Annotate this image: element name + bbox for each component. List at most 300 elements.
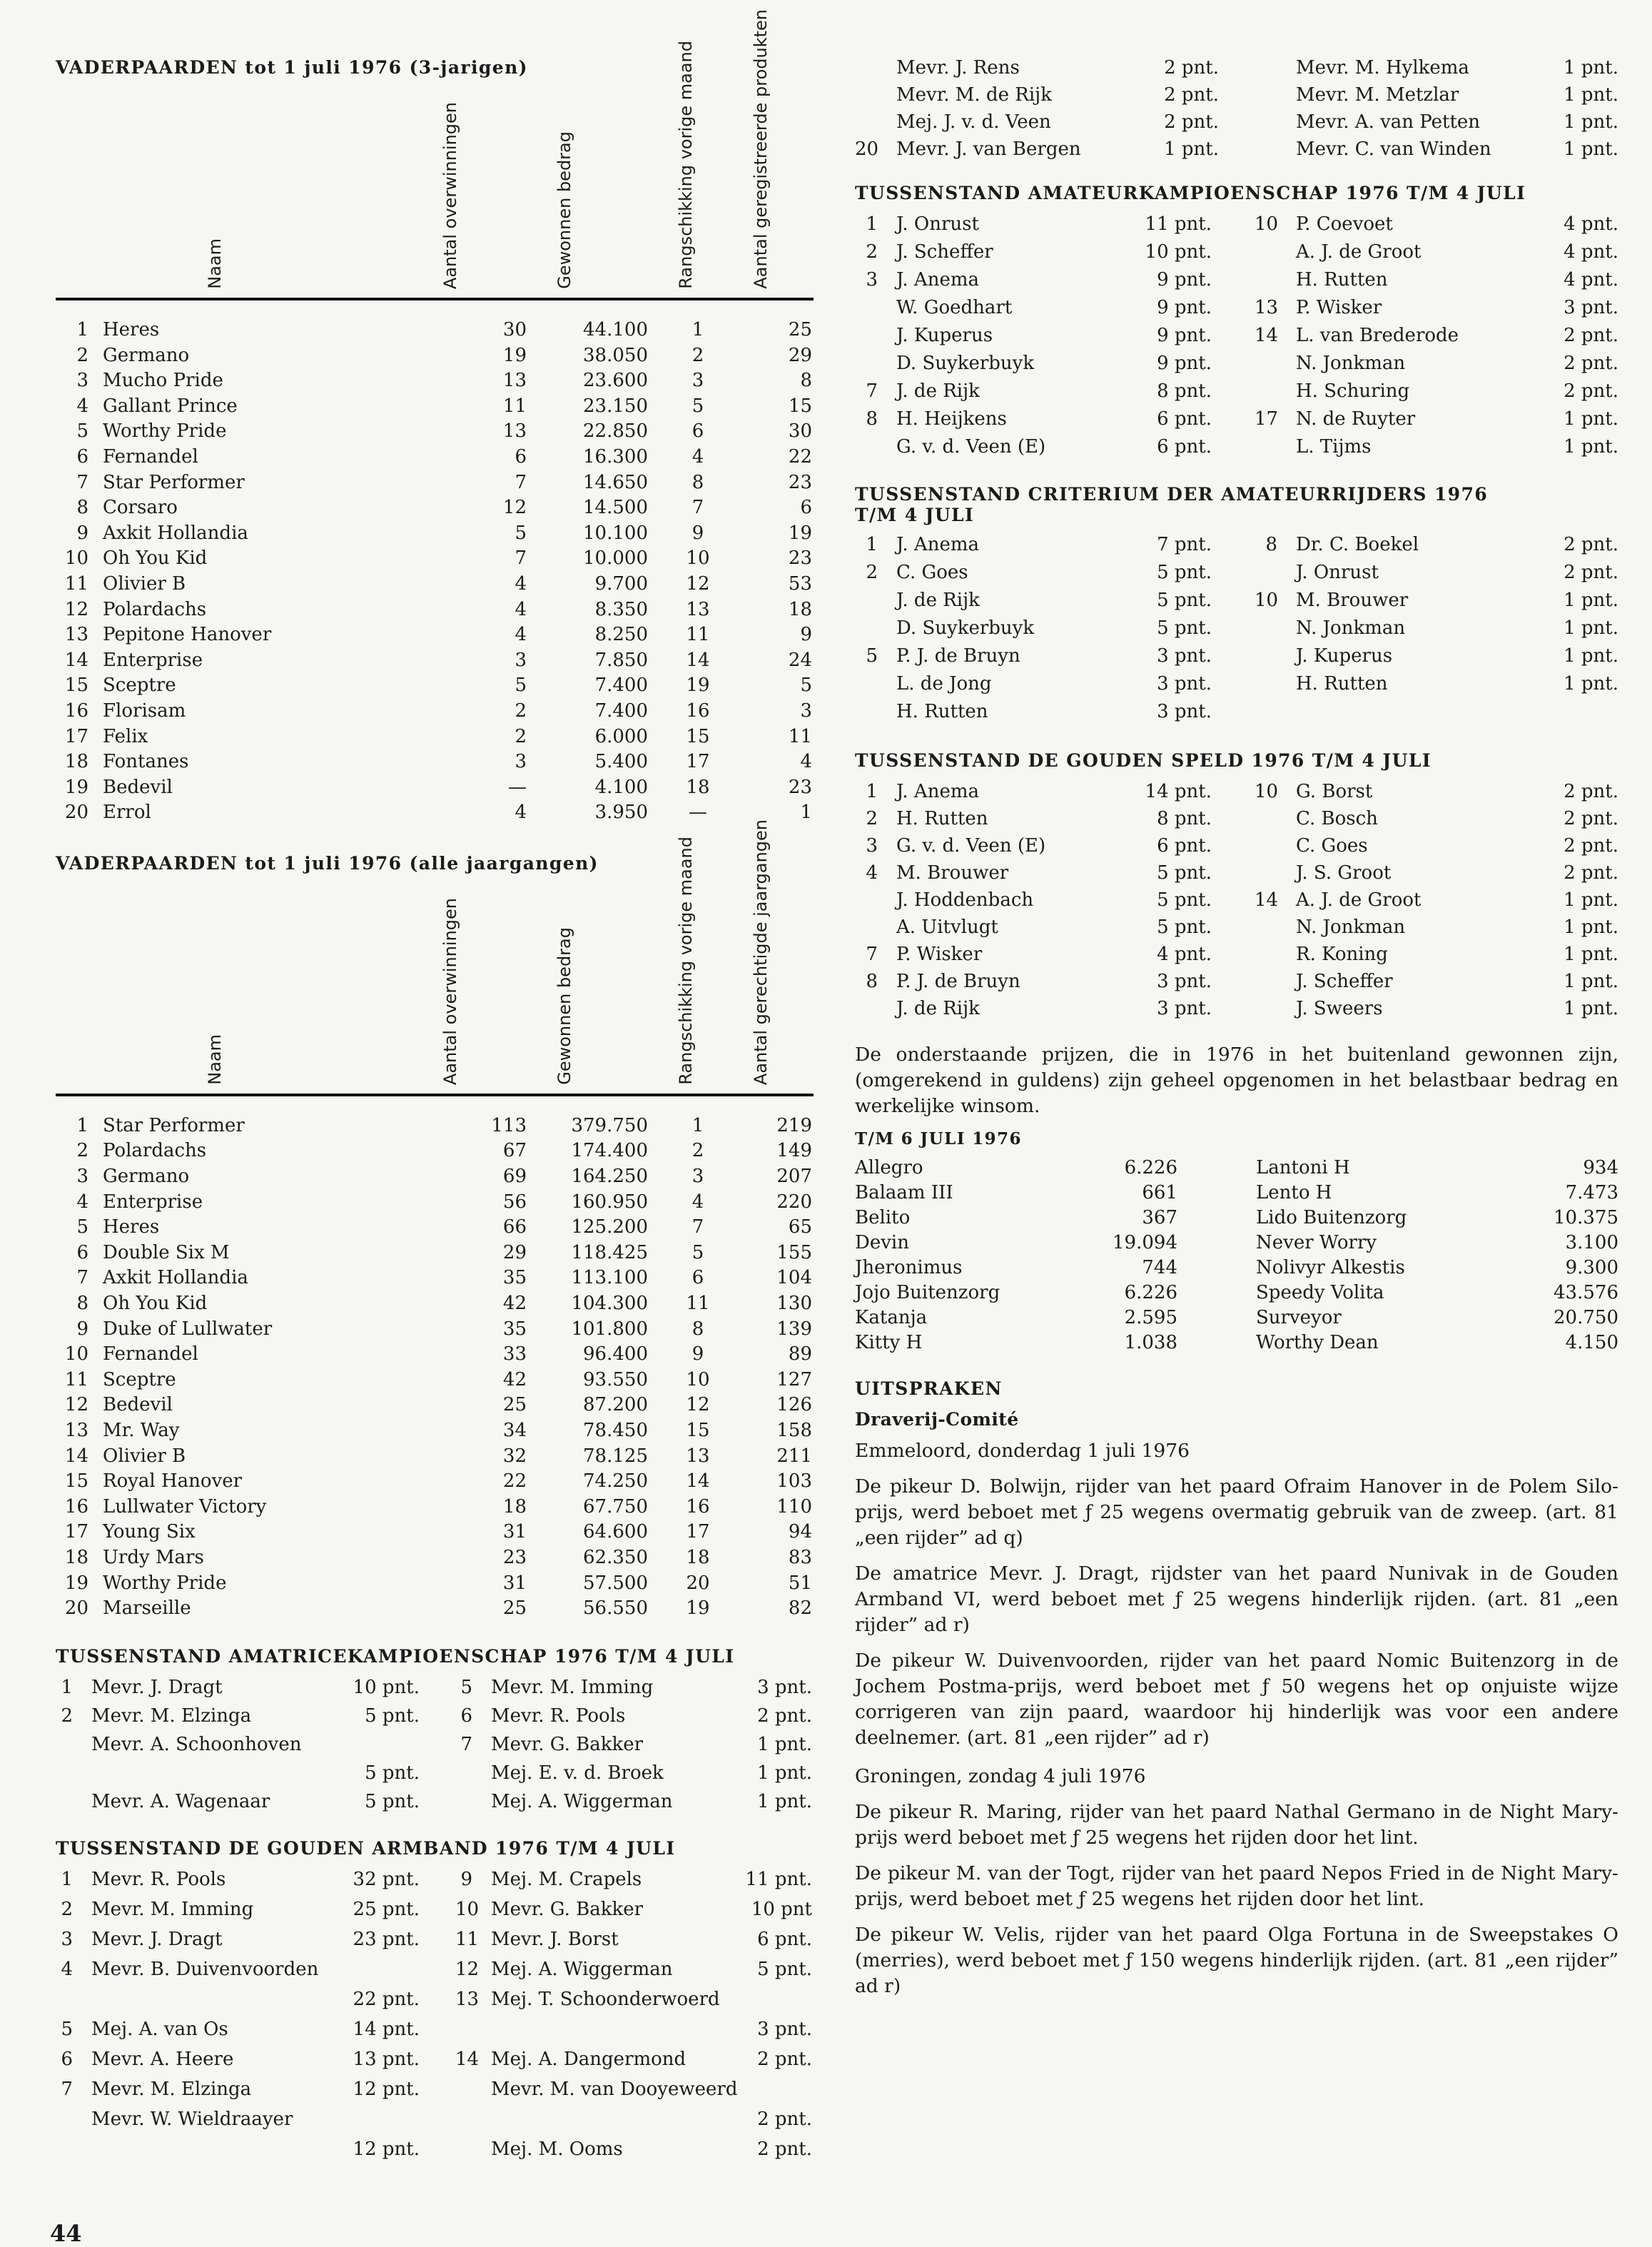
list-item (1255, 781, 1618, 808)
list-item (56, 1989, 420, 2019)
count-cell: 15 (788, 395, 812, 417)
name-cell: Mevr. A. Wagenaar (91, 1790, 270, 1812)
table-row (56, 621, 814, 647)
name-cell: L. de Jong (896, 673, 992, 695)
count-cell: 127 (776, 1368, 812, 1390)
list-item (1255, 84, 1618, 111)
horse-name: Bedevil (103, 776, 173, 798)
prev-rank-cell: 1 (691, 319, 704, 340)
count-cell: 8 (800, 370, 812, 392)
wins-cell: 13 (502, 370, 527, 392)
points-cell: 1 pnt. (1564, 645, 1618, 667)
wins-cell: 5 (515, 522, 527, 544)
points-cell: 5 pnt. (1157, 590, 1212, 611)
list-item (56, 1705, 420, 1734)
wins-cell: 31 (502, 1521, 527, 1543)
count-cell: 9 (800, 624, 812, 646)
amount-cell: 3.950 (594, 802, 648, 824)
list-item (1256, 1232, 1618, 1257)
list-item (1256, 1282, 1618, 1307)
horse-name: Urdy Mars (103, 1546, 204, 1568)
list-item (1255, 534, 1618, 562)
name-cell: A. Uitvlugt (896, 917, 998, 938)
name-cell: L. van Brederode (1296, 325, 1459, 346)
list-item (855, 917, 1212, 944)
list-item (1255, 998, 1618, 1025)
count-cell: 23 (788, 547, 812, 570)
table-row (56, 443, 814, 469)
points-cell: 2 pnt. (1564, 835, 1618, 857)
points-cell: 2 pnt. (1164, 57, 1219, 79)
list-item (56, 1869, 420, 1899)
name-cell: G. v. d. Veen (E) (896, 436, 1046, 458)
sireall-title: VADERPAARDEN tot 1 juli 1976 (alle jaargangen) (56, 852, 599, 874)
header-produkten: Aantal geregistreerde produkten (751, 9, 771, 289)
points-cell: 9 pnt. (1157, 353, 1212, 374)
amount-cell: 118.425 (571, 1241, 648, 1263)
points-cell: 10 pnt. (353, 1676, 420, 1698)
count-cell: 24 (788, 649, 812, 671)
points-cell: 4 pnt. (1564, 241, 1618, 263)
amount-cell: 20.750 (1554, 1307, 1618, 1328)
list-item (56, 1734, 420, 1762)
rank-cell: 15 (64, 1470, 88, 1493)
points-cell: 5 pnt. (757, 1958, 812, 1980)
list-item (855, 781, 1212, 808)
points-cell: 13 pnt. (353, 2048, 420, 2070)
position-cell: 1 (866, 213, 878, 235)
points-cell: 1 pnt. (1564, 889, 1618, 911)
name-cell: G. Borst (1296, 781, 1373, 802)
prev-rank-cell: 13 (686, 1445, 710, 1467)
wins-cell: 29 (502, 1241, 527, 1263)
wins-cell: 2 (515, 725, 527, 747)
list-item (1255, 889, 1618, 917)
prev-rank-cell: 19 (686, 675, 710, 697)
amount-cell: 16.300 (583, 445, 648, 468)
list-item (1255, 138, 1618, 166)
name-cell: Mevr. M. van Dooyeweerd (491, 2078, 738, 2100)
amount-cell: 164.250 (571, 1166, 648, 1188)
name-cell: H. Rutten (896, 701, 988, 722)
points-cell: 1 pnt. (757, 1790, 812, 1812)
amount-cell: 6.226 (1124, 1282, 1177, 1303)
list-item (1256, 1257, 1618, 1282)
list-item (855, 84, 1219, 111)
horse-name: Allegro (855, 1157, 923, 1178)
prev-rank-cell: 9 (691, 522, 704, 544)
amount-cell: 14.500 (583, 497, 648, 519)
wins-cell: 5 (515, 675, 527, 697)
header-bedrag: Gewonnen bedrag (554, 927, 574, 1085)
points-cell: 3 pnt. (1157, 998, 1212, 1019)
list-item (855, 325, 1212, 353)
rank-cell: 12 (64, 1394, 88, 1416)
rank-cell: 8 (76, 1293, 88, 1315)
list-item (1255, 562, 1618, 590)
list-item (1255, 808, 1618, 835)
amount-cell: 2.595 (1124, 1307, 1177, 1328)
list-item (855, 617, 1212, 645)
list-item (1255, 213, 1618, 241)
points-cell: 2 pnt. (1564, 380, 1618, 402)
rank-cell: 16 (64, 700, 88, 722)
wins-cell: 12 (502, 497, 527, 519)
rank-cell: 5 (76, 420, 88, 443)
list-item (855, 971, 1212, 998)
amount-cell: 3.100 (1565, 1232, 1618, 1253)
rank-cell: 16 (64, 1495, 88, 1518)
armband-title: TUSSENSTAND DE GOUDEN ARMBAND 1976 T/M 4 JULI (56, 1837, 676, 1859)
count-cell: 19 (788, 522, 812, 544)
points-cell: 2 pnt. (1564, 562, 1618, 583)
position-cell: 2 (61, 1898, 73, 1920)
position-cell: 2 (61, 1705, 73, 1727)
name-cell: N. de Ruyter (1296, 408, 1416, 430)
horse-name: Germano (103, 344, 190, 366)
prev-rank-cell: 2 (691, 1140, 704, 1162)
amount-cell: 7.400 (594, 700, 648, 722)
position-cell: 11 (455, 1928, 480, 1950)
table-row (56, 1417, 814, 1443)
position-cell: 6 (61, 2048, 73, 2070)
prev-rank-cell: 4 (691, 1191, 704, 1213)
criterium-standings (855, 534, 1618, 729)
table-row (56, 494, 814, 520)
horse-name: Lantoni H (1256, 1157, 1350, 1178)
table-row (56, 1112, 814, 1138)
position-cell: 17 (1255, 408, 1279, 430)
horse-name: Jojo Buitenzorg (855, 1282, 1000, 1303)
position-cell: 9 (460, 1868, 472, 1890)
list-item (1255, 241, 1618, 269)
count-cell: 89 (788, 1343, 812, 1365)
table-row (56, 1239, 814, 1265)
count-cell: 155 (776, 1241, 812, 1263)
count-cell: 207 (776, 1166, 812, 1188)
points-cell: 4 pnt. (1564, 213, 1618, 235)
name-cell: P. Wisker (1296, 297, 1382, 318)
points-cell: 2 pnt. (757, 2138, 812, 2160)
rank-cell: 19 (64, 1572, 88, 1594)
name-cell: H. Heijkens (896, 408, 1007, 430)
table-row (56, 1518, 814, 1544)
table-row (56, 697, 814, 723)
list-item (455, 1959, 812, 1989)
table-row (56, 1264, 814, 1290)
points-cell: 2 pnt. (1564, 808, 1618, 829)
position-cell: 14 (455, 2048, 480, 2070)
prev-rank-cell: 6 (691, 420, 704, 443)
rank-cell: 7 (76, 471, 88, 493)
list-item (56, 2019, 420, 2049)
points-cell: 1 pnt. (1564, 590, 1618, 611)
rank-cell: 20 (64, 1597, 88, 1620)
name-cell: Mevr. M. de Rijk (896, 84, 1052, 106)
points-cell: 9 pnt. (1157, 297, 1212, 318)
table-row (56, 774, 814, 799)
prev-rank-cell: 9 (691, 1343, 704, 1365)
list-item (855, 1157, 1177, 1182)
list-item (56, 2049, 420, 2079)
name-cell: H. Rutten (1296, 269, 1388, 291)
horse-name: Duke of Lullwater (103, 1318, 273, 1340)
horse-name: Oh You Kid (103, 547, 208, 570)
table-row (56, 469, 814, 495)
position-cell: 8 (866, 408, 878, 430)
position-cell: 4 (866, 862, 878, 884)
list-item (1255, 325, 1618, 353)
points-cell: 1 pnt. (1564, 617, 1618, 639)
list-item (1256, 1307, 1618, 1332)
name-cell: Mej. M. Ooms (491, 2138, 623, 2160)
list-item (855, 297, 1212, 325)
points-cell: 23 pnt. (353, 1928, 420, 1950)
wins-cell: 31 (502, 1572, 527, 1594)
name-cell: Mej. J. v. d. Veen (896, 111, 1051, 133)
rank-cell: 14 (64, 649, 88, 671)
list-item (455, 1899, 812, 1929)
rank-cell: 6 (76, 445, 88, 468)
table-row (56, 1468, 814, 1493)
points-cell: 5 pnt. (365, 1790, 420, 1812)
amount-cell: 160.950 (571, 1191, 648, 1213)
amount-cell: 379.750 (571, 1114, 648, 1136)
name-cell: J. de Rijk (896, 998, 980, 1019)
list-item (455, 2019, 812, 2049)
wins-cell: 25 (502, 1394, 527, 1416)
rank-cell: 18 (64, 751, 88, 773)
position-cell: 10 (455, 1898, 480, 1920)
points-cell: 2 pnt. (757, 2048, 812, 2070)
wins-cell: 3 (515, 649, 527, 671)
position-cell: 20 (855, 138, 879, 160)
prev-rank-cell: 16 (686, 1495, 710, 1518)
count-cell: 1 (800, 802, 812, 824)
name-cell: Mevr. B. Duivenvoorden (91, 1958, 319, 1980)
points-cell: 5 pnt. (1157, 617, 1212, 639)
list-item (56, 2109, 420, 2139)
points-cell: 1 pnt. (1564, 944, 1618, 965)
name-cell: J. Anema (896, 269, 979, 291)
horse-name: Worthy Pride (103, 420, 227, 443)
speld-title: TUSSENSTAND DE GOUDEN SPELD 1976 T/M 4 JULI (855, 750, 1431, 771)
position-cell: 14 (1255, 325, 1279, 346)
page-number: 44 (50, 2220, 82, 2247)
points-cell: 2 pnt. (757, 1705, 812, 1727)
table-row (56, 316, 814, 342)
sire3-table (56, 316, 814, 824)
horse-name: Star Performer (103, 471, 245, 493)
name-cell: C. Bosch (1296, 808, 1378, 829)
name-cell: Mevr. J. Dragt (91, 1928, 223, 1950)
wins-cell: 4 (515, 624, 527, 646)
list-item (455, 1869, 812, 1899)
points-cell: 12 pnt. (353, 2078, 420, 2100)
table-row (56, 1595, 814, 1620)
points-cell: 4 pnt. (1564, 269, 1618, 291)
wins-cell: 30 (502, 319, 527, 340)
list-item (1255, 917, 1618, 944)
amount-cell: 4.150 (1565, 1332, 1618, 1353)
name-cell: Mevr. C. van Winden (1296, 138, 1491, 160)
count-cell: 3 (800, 700, 812, 722)
name-cell: A. J. de Groot (1296, 241, 1422, 263)
name-cell: Mevr. M. Elzinga (91, 1705, 252, 1727)
horse-name: Double Six M (103, 1241, 230, 1263)
name-cell: Mevr. M. Imming (91, 1898, 254, 1920)
name-cell: Dr. C. Boekel (1296, 534, 1419, 555)
points-cell: 5 pnt. (1157, 917, 1212, 938)
wins-cell: 13 (502, 420, 527, 443)
amatrice-standings (56, 1677, 814, 1819)
table-row (56, 418, 814, 443)
list-item (56, 1929, 420, 1959)
horse-name: Heres (103, 1216, 160, 1238)
amount-cell: 64.600 (583, 1521, 648, 1543)
points-cell: 8 pnt. (1157, 808, 1212, 829)
wins-cell: 4 (515, 598, 527, 620)
rank-cell: 9 (76, 522, 88, 544)
points-cell: 3 pnt. (757, 1676, 812, 1698)
list-item (1255, 297, 1618, 325)
table-row (56, 1493, 814, 1519)
name-cell: N. Jonkman (1296, 617, 1406, 639)
amount-cell: 19.094 (1113, 1232, 1177, 1253)
list-item (1255, 353, 1618, 380)
name-cell: Mevr. M. Metzlar (1296, 84, 1459, 106)
table-row (56, 520, 814, 545)
amount-cell: 104.300 (571, 1293, 648, 1315)
wins-cell: 7 (515, 547, 527, 570)
count-cell: 25 (788, 319, 812, 340)
table-row (56, 1366, 814, 1392)
position-cell: 7 (460, 1733, 472, 1755)
amount-cell: 744 (1142, 1257, 1177, 1278)
name-cell: W. Goedhart (896, 297, 1013, 318)
list-item (455, 1762, 812, 1791)
position-cell: 12 (455, 1958, 480, 1980)
horse-name: Balaam III (855, 1182, 953, 1203)
wins-cell: 42 (502, 1293, 527, 1315)
ruling-paragraph: De pikeur R. Maring, rijder van het paard Nathal Germano in de Night Mary-prijs werd beboet met ƒ 25 wegens het rijden door het lint. (855, 1801, 1618, 1849)
name-cell: H. Schuring (1296, 380, 1410, 402)
position-cell: 7 (866, 380, 878, 402)
table-row (56, 1290, 814, 1316)
horse-name: Never Worry (1256, 1232, 1377, 1253)
table-row (56, 596, 814, 622)
points-cell: 6 pnt. (1157, 408, 1212, 430)
count-cell: 219 (776, 1114, 812, 1136)
prev-rank-cell: 13 (686, 598, 710, 620)
horse-name: Polardachs (103, 1140, 207, 1162)
list-item (455, 2079, 812, 2109)
rank-cell: 3 (76, 370, 88, 392)
list-item (1255, 971, 1618, 998)
wins-cell: 113 (491, 1114, 527, 1136)
points-cell: 14 pnt. (1145, 781, 1212, 802)
points-cell: 5 pnt. (365, 1762, 420, 1784)
amount-cell: 43.576 (1554, 1282, 1618, 1303)
horse-name: Katanja (855, 1307, 928, 1328)
header-naam: Naam (205, 1034, 225, 1085)
horse-name: Worthy Pride (103, 1572, 227, 1594)
count-cell: 23 (788, 471, 812, 493)
name-cell: Mej. A. Dangermond (491, 2048, 686, 2070)
amount-cell: 74.250 (583, 1470, 648, 1493)
name-cell: Mevr. A. van Petten (1296, 111, 1481, 133)
list-item (56, 1899, 420, 1929)
ruling-paragraph: De pikeur M. van der Togt, rijder van het paard Nepos Fried in de Night Mary-prijs, werd beboet met ƒ 25 wegens het rijden door het lint. (855, 1862, 1618, 1910)
list-item (1256, 1207, 1618, 1232)
ruling-paragraph: De amatrice Mevr. J. Dragt, rijdster van het paard Nunivak in de Gouden Armband VI, werd beboet met ƒ 25 wegens hinderlijk rijden. (art. 81 „een rijder” ad r) (855, 1562, 1618, 1636)
list-item (855, 57, 1219, 84)
name-cell: D. Suykerbuyk (896, 353, 1035, 374)
position-cell: 3 (866, 269, 878, 291)
wins-cell: 7 (515, 471, 527, 493)
table-row (56, 393, 814, 418)
list-item (455, 2139, 812, 2168)
rank-cell: 10 (64, 1343, 88, 1365)
points-cell: 5 pnt. (1157, 862, 1212, 884)
prev-rank-cell: 15 (686, 1420, 710, 1441)
rank-cell: 4 (76, 395, 88, 417)
count-cell: 29 (788, 344, 812, 366)
list-item (1255, 269, 1618, 297)
criterium-title: TUSSENSTAND CRITERIUM DER AMATEURRIJDERS 1976 (855, 484, 1489, 505)
position-cell: 2 (866, 808, 878, 829)
name-cell: P. J. de Bruyn (896, 645, 1020, 667)
amount-cell: 661 (1142, 1182, 1177, 1203)
table-row (56, 1544, 814, 1570)
wins-cell: 35 (502, 1318, 527, 1340)
position-cell: 1 (61, 1676, 73, 1698)
list-item (855, 944, 1212, 971)
horse-name: Fernandel (103, 1343, 198, 1365)
points-cell: 1 pnt. (1564, 917, 1618, 938)
wins-cell: 56 (502, 1191, 527, 1213)
points-cell: 1 pnt. (1564, 57, 1618, 79)
wins-cell: 35 (502, 1267, 527, 1289)
horse-name: Sceptre (103, 675, 176, 697)
table-row (56, 1163, 814, 1188)
points-cell: 5 pnt. (1157, 889, 1212, 911)
count-cell: 110 (776, 1495, 812, 1518)
name-cell: J. de Rijk (896, 590, 980, 611)
name-cell: Mevr. W. Wieldraayer (91, 2108, 293, 2130)
amount-cell: 56.550 (583, 1597, 648, 1620)
count-cell: 4 (800, 751, 812, 773)
name-cell: Mej. A. van Os (91, 2018, 228, 2040)
table-row (56, 723, 814, 749)
name-cell: L. Tijms (1296, 436, 1372, 458)
count-cell: 83 (788, 1546, 812, 1568)
points-cell: 2 pnt. (1564, 862, 1618, 884)
points-cell: 1 pnt. (1164, 138, 1219, 160)
points-cell: 1 pnt. (1564, 138, 1618, 160)
name-cell: Mej. A. Wiggerman (491, 1958, 673, 1980)
list-item (855, 701, 1212, 729)
position-cell: 7 (61, 2078, 73, 2100)
wins-cell: 3 (515, 751, 527, 773)
ruling-location-1: Emmeloord, donderdag 1 juli 1976 (855, 1440, 1190, 1462)
name-cell: Mevr. G. Bakker (491, 1898, 644, 1920)
prev-rank-cell: 3 (691, 370, 704, 392)
amount-cell: 87.200 (583, 1394, 648, 1416)
horse-name: Felix (103, 725, 148, 747)
amount-cell: 67.750 (583, 1495, 648, 1518)
count-cell: 94 (788, 1521, 812, 1543)
